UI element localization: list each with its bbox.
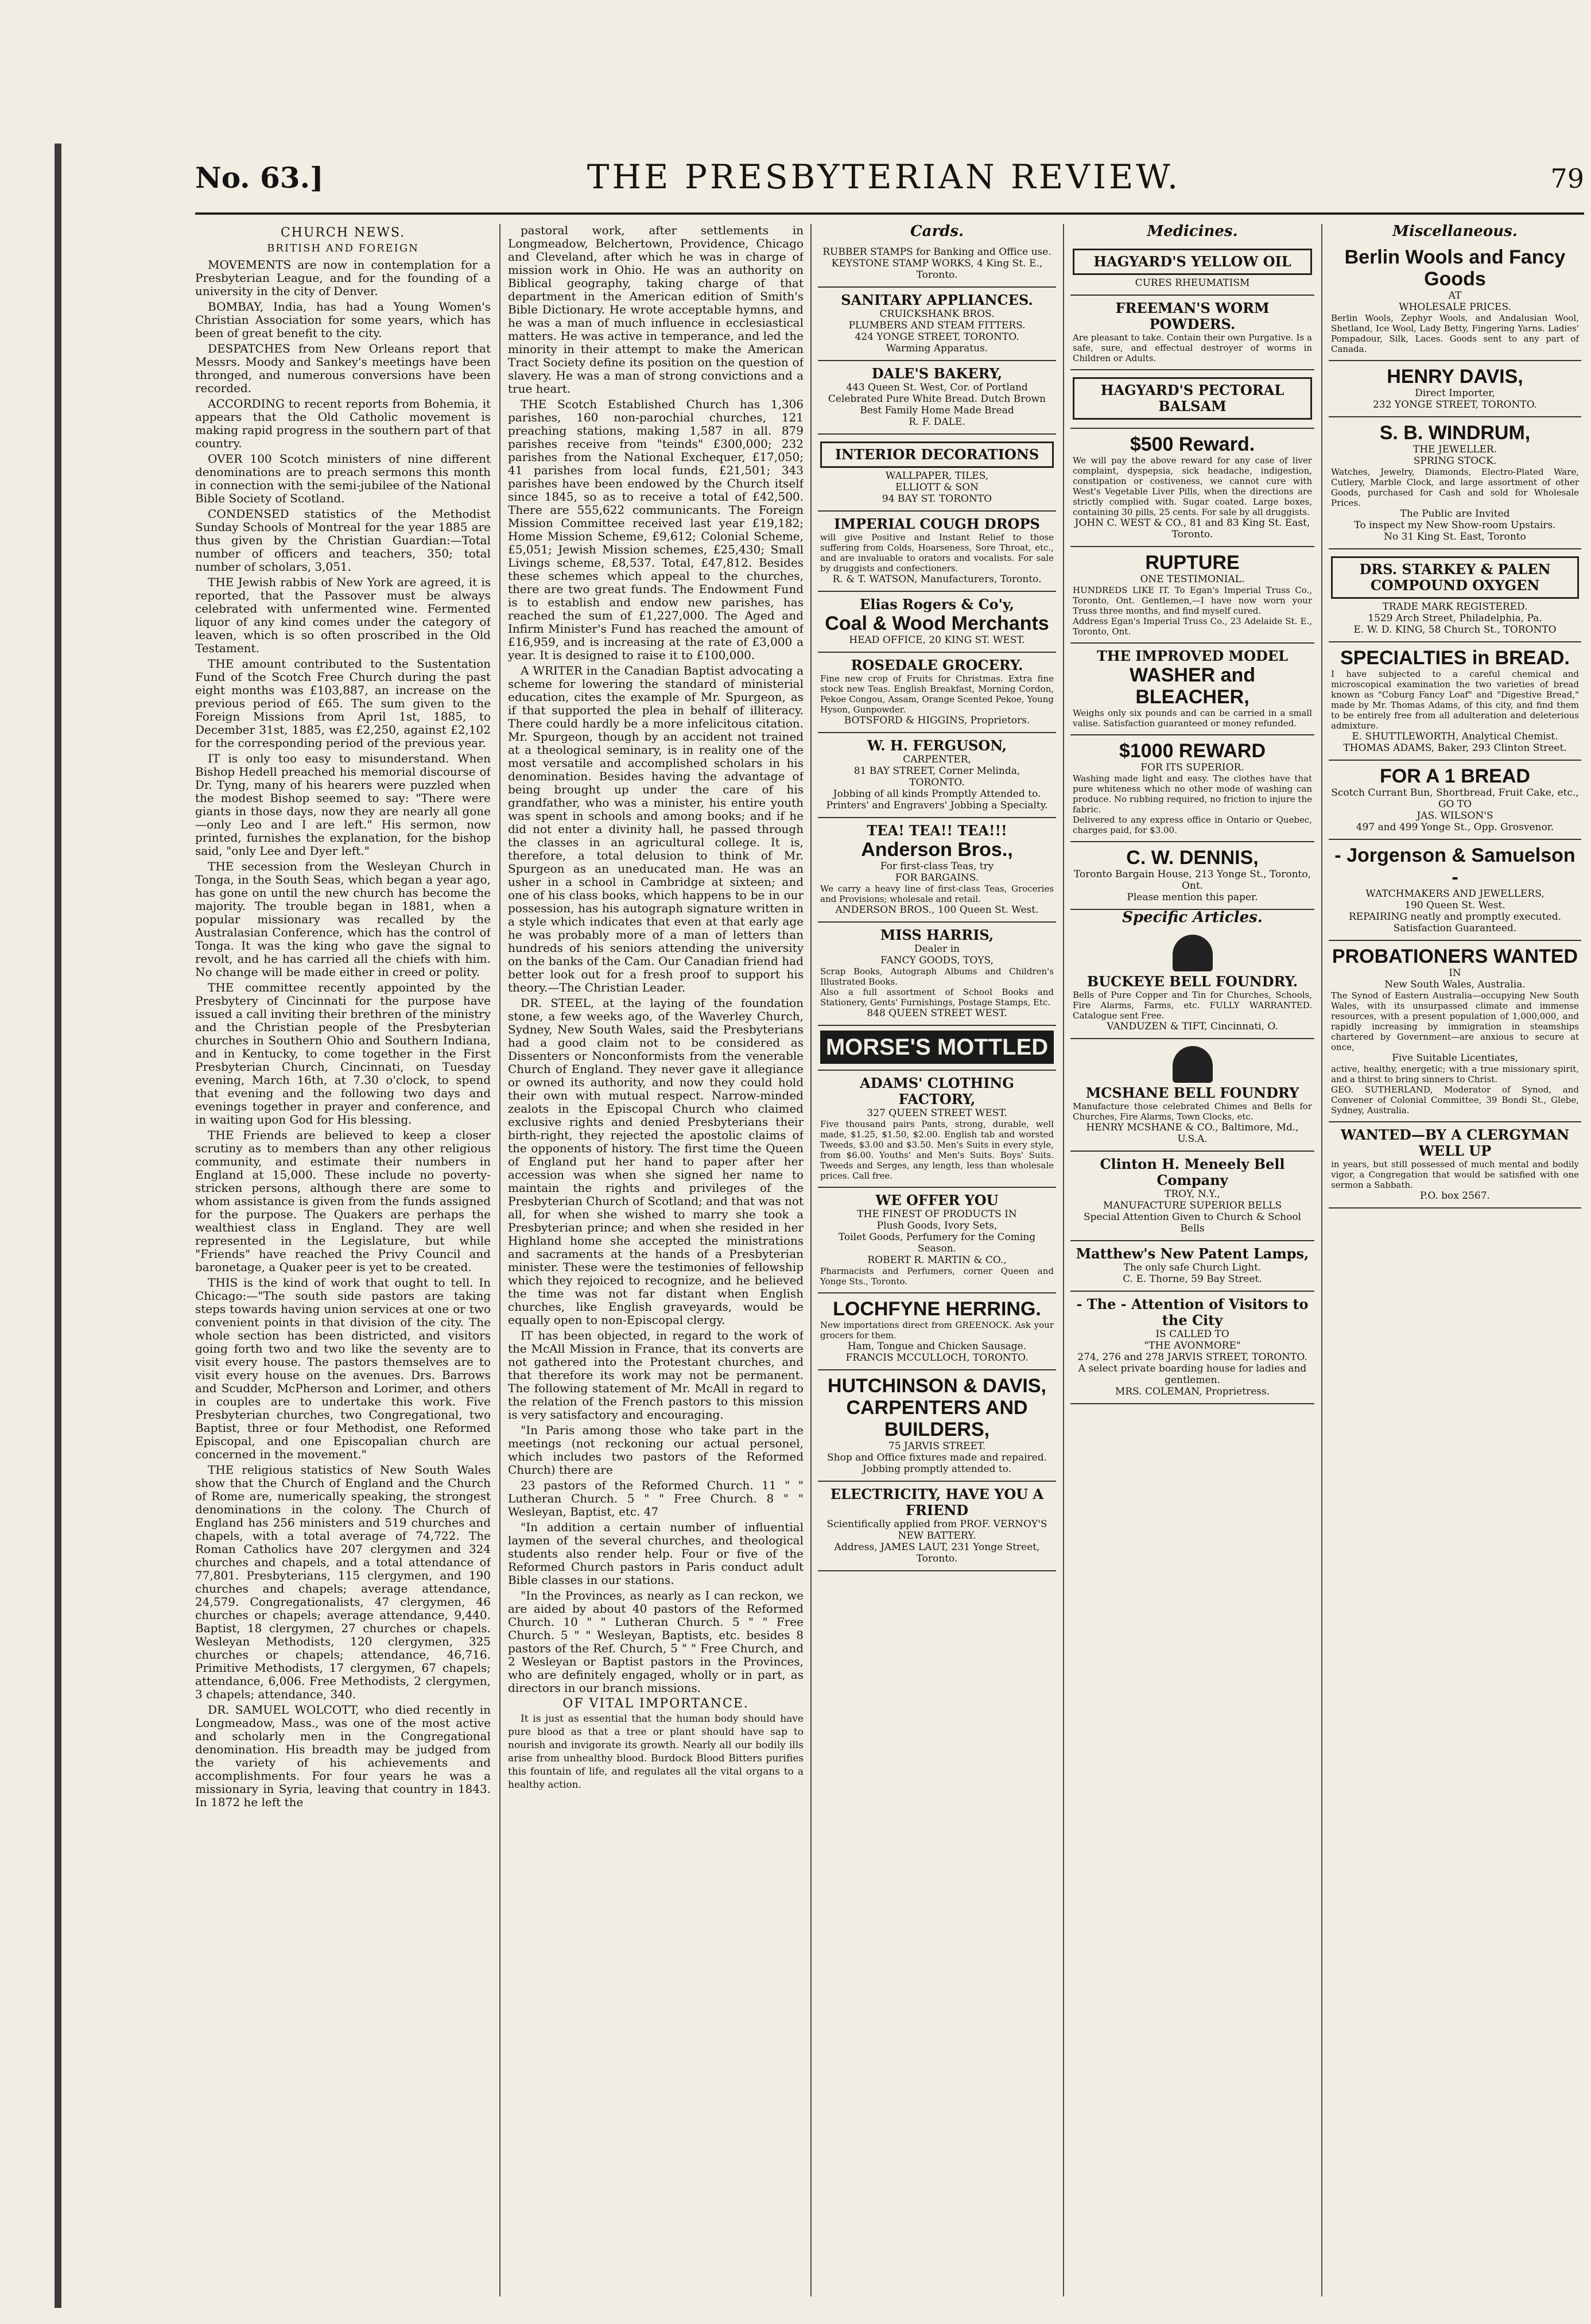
ad-line: 75 JARVIS STREET. [888, 1440, 986, 1452]
ad-line: R. F. DALE. [909, 416, 965, 428]
ad-line: 443 Queen St. West, Cor. of Portland [846, 382, 1028, 393]
ad-line: HEAD OFFICE, 20 KING ST. WEST. [849, 634, 1025, 646]
news-paragraph: A WRITER in the Canadian Baptist advocating a scheme for lowering the standard of ministerial education, cites the example of Mr. Spurgeon, as if that supported the plea in behalf of illiteracy. There could hardly be a more infelicitous citation. Mr. Spurgeon, though by an accident not trained at a theological seminary, is in reality one of the most versatile and accomplished scholars in his denomination. Besides having the advantage of being brought up under the care of his grandfather, who was a minister, his entire youth was spent in schools and among books; and if he did not enter a divinity hall, he passed through the classes in an agricultural college. It is, therefore, a total delusion to think of Mr. Spurgeon as an uneducated man. He was an usher in a school in Cambridge at sixteen; and one of his class books, which happens to be in our possession, has his autograph signature written in a style which indicates that even at that early age he was probably more of a man of letters than hundreds of his seniors attending the university on the banks of the Cam. Our Canadian friend had better look out for a fresh proof to support his theory.—The Christian Leader. [508, 664, 804, 994]
church-news-heading: CHURCH NEWS. [280, 226, 406, 240]
advertisement [1329, 941, 1581, 1122]
advertisement [1070, 735, 1314, 842]
ad-line: 81 BAY STREET, Corner Melinda, [853, 765, 1020, 777]
ad-line: The only safe Church Light. [1123, 1262, 1262, 1273]
ad-title: ROSEDALE GROCERY. [851, 657, 1023, 673]
news-paragraph: "In addition a certain number of influential laymen of the several churches, and theological students also render help. Four or five of the Reformed Church pastors in Paris conduct adult Bible classes in our stations. [508, 1520, 804, 1587]
advertisement [1329, 1122, 1581, 1209]
ad-line: FANCY GOODS, TOYS, [880, 955, 994, 966]
ad-line: 424 YONGE STREET, TORONTO. [855, 331, 1019, 343]
ad-line: WHOLESALE PRICES. [1399, 301, 1511, 313]
advertisement [818, 1026, 1056, 1071]
ad-line: GO TO [1438, 799, 1472, 810]
ad-title: INTERIOR DECORATIONS [820, 441, 1054, 468]
ad-line: Manufacture those celebrated Chimes and Bells for Churches, Fire Alarms, Town Clocks, etc. [1073, 1101, 1312, 1122]
advertisement [1070, 370, 1314, 429]
news-paragraph: DESPATCHES from New Orleans report that Messrs. Moody and Sankey's meetings have been thronged, and numerous conversions have been recorded. [195, 342, 491, 395]
ad-title: ELECTRICITY, HAVE YOU A FRIEND [830, 1486, 1044, 1519]
advertisement [1329, 642, 1581, 761]
specific-articles-heading: Specific Articles. [1122, 909, 1263, 926]
ad-line: The Public are Invited [1400, 508, 1510, 520]
ad-line: AT [1448, 290, 1462, 301]
ad-line: CRUICKSHANK BROS. [879, 308, 995, 320]
ad-line: 1529 Arch Street, Philadelphia, Pa. [1368, 613, 1542, 624]
ad-line: Shop and Office fixtures made and repaired. [826, 1452, 1047, 1463]
news-paragraph: THE Jewish rabbis of New York are agreed, it is reported, that the Passover must be always celebrated with unfermented wine. Fermented liquor of any kind comes under the category of leaven, which is so often proscribed in the Old Testament. [195, 575, 491, 655]
ad-line: SPRING STOCK. [1413, 455, 1497, 467]
ad-title: MISS HARRIS, [880, 927, 994, 943]
advertisement [1070, 928, 1314, 1039]
ad-title: MCSHANE BELL FOUNDRY [1085, 1084, 1299, 1101]
ad-line: No 31 King St. East, Toronto [1384, 531, 1526, 543]
ad-title: MORSE'S MOTTLED [820, 1031, 1054, 1064]
ad-line: Toronto Bargain House, 213 Yonge St., Toronto, Ont. [1073, 869, 1311, 892]
news-paragraph: 23 pastors of the Reformed Church. 11 " " Lutheran Church. 5 " " Free Church. 8 " " Wesleyan, Baptist, etc. 47 [508, 1478, 804, 1519]
advertisement [818, 361, 1056, 435]
ad-line: Address, JAMES LAUT, 231 Yonge Street, Toronto. [834, 1541, 1040, 1564]
news-paragraph: THE amount contributed to the Sustentation Fund of the Scotch Free Church during the past eight months was £103,887, an increase on the previous period of £65. The sum given to the Foreign Missions from April 1st, 1885, to December 31st, 1885, was £2,250, against £2,102 for the corresponding period of the previous year. [195, 657, 491, 750]
ad-line: A select private boarding house for ladies and gentlemen. [1078, 1363, 1307, 1386]
ad-line: Washing made light and easy. The clothes have that pure whiteness which no other mode of washing can produce. No rubbing required, no friction to injure the fabric. [1073, 773, 1312, 815]
advertisement [818, 242, 1056, 288]
ad-headline: HENRY DAVIS, [1387, 366, 1523, 388]
ad-line: Toilet Goods, Perfumery for the Coming Season. [838, 1231, 1036, 1254]
news-paragraph: IT has been objected, in regard to the work of the McAll Mission in France, that its converts are not gathered into the Protestant churches, and that therefore its work may not be permanent. The following statement of Mr. McAll in regard to the relation of the French pastors to this mission is very satisfactory and encouraging. [508, 1328, 804, 1421]
ad-headline: PROBATIONERS WANTED [1332, 946, 1578, 967]
advertisement [818, 1370, 1056, 1482]
medicines-heading: Medicines. [1147, 224, 1238, 240]
advertisement [1070, 1292, 1314, 1404]
ad-line: KEYSTONE STAMP WORKS, 4 King St. E., Toronto. [831, 258, 1043, 281]
church-news-column-1 [195, 224, 491, 2302]
ad-headline: FOR A 1 BREAD [1380, 765, 1530, 787]
column-rule [1321, 224, 1322, 2296]
masthead [195, 149, 1584, 215]
ad-line: Delivered to any express office in Ontario or Quebec, charges paid, for $3.00. [1073, 815, 1312, 835]
advertisement [1329, 549, 1581, 642]
ad-title: Clinton H. Meneely Bell Company [1100, 1156, 1285, 1188]
ad-line: Weighs only six pounds and can be carried in a small valise. Satisfaction guaranteed or money refunded. [1073, 708, 1312, 729]
ad-line: Celebrated Pure White Bread. Dutch Brown [828, 393, 1046, 405]
ad-headline: Coal & Wood Merchants [825, 613, 1049, 634]
ad-line: For first-class Teas, try [880, 861, 994, 872]
ad-headline: HUTCHINSON & DAVIS, CARPENTERS AND BUILDERS, [828, 1375, 1046, 1440]
advertisement [1329, 242, 1581, 361]
ad-line: active, healthy, energetic; with a true missionary spirit, and a thirst to bring sinners to Christ. [1331, 1064, 1579, 1084]
news-paragraph: BOMBAY, India, has had a Young Women's Christian Association for some years, which has been of great benefit to the city. [195, 300, 491, 340]
ad-line: New South Wales, Australia. [1384, 979, 1526, 990]
ad-headline: $500 Reward. [1130, 433, 1255, 455]
advertisement [1329, 761, 1581, 840]
ad-headline: - Jorgenson & Samuelson - [1334, 845, 1576, 888]
ad-line: IS CALLED TO [1155, 1328, 1229, 1340]
ad-title: SANITARY APPLIANCES. [841, 292, 1033, 308]
ad-line: Scrap Books, Autograph Albums and Children's Illustrated Books. [820, 966, 1054, 987]
ad-line: FRANCIS MCCULLOCH, TORONTO. [845, 1352, 1029, 1364]
cards-heading: Cards. [910, 224, 964, 240]
ad-line: ONE TESTIMONIAL. [1140, 574, 1245, 585]
ad-line: Are pleasant to take. Contain their own Purgative. Is a safe, sure, and effectual destroyer of worms in Children or Adults. [1073, 332, 1312, 363]
ad-line: VANDUZEN & TIFT, Cincinnati, O. [1107, 1021, 1278, 1032]
ad-title: Elias Rogers & Co'y, [860, 596, 1014, 613]
advertisement [818, 288, 1056, 361]
ad-line: ELLIOTT & SON [895, 482, 979, 493]
ad-line: Five thousand pairs Pants, strong, durable, well made, $1.25, $1.50, $2.00. English tab and worsted Tweeds, $3.00 and $3.50. Men's Suits in every style, from $6.00. Youths' and Men's Suits. Boys' Suits. Tweeds and Serges, any length, less than wholesale prices. Call free. [820, 1119, 1054, 1181]
news-paragraph: MOVEMENTS are now in contemplation for a Presbyterian League, and for the founding of a university in the city of Denver. [195, 258, 491, 298]
news-paragraph: ACCORDING to recent reports from Bohemia, it appears that the Old Catholic movement is making rapid progress in the southern part of that country. [195, 397, 491, 450]
advertisement [818, 512, 1056, 592]
news-paragraph: THIS is the kind of work that ought to tell. In Chicago:—"The south side pastors are taking steps towards having union services at one or two convenient points in that division of the city. The whole section has been districted, and visitors going forth two and two like the seventy are to visit every house. The pastors themselves are to visit every house on the avenues. Drs. Barrows and Scudder, McPherson and Lorimer, and others in couples are to undertake this work. Five Presbyterian churches, two Congregational, two Baptist, three or four Methodist, one Reformed Episcopal, and one Episcopalian church are concerned in the movement." [195, 1276, 491, 1461]
ad-line: Also a full assortment of School Books and Stationery, Gents' Furnishings, Postage Stamps, Etc. [820, 987, 1054, 1008]
ad-line: Warming Apparatus. [886, 343, 988, 354]
advertisement [1070, 644, 1314, 735]
ad-headline: $1000 REWARD [1119, 740, 1266, 762]
advertisement [1070, 1241, 1314, 1292]
news-paragraph: THE Friends are believed to keep a closer scrutiny as to members than any other religious community, and estimate their numbers in England at 15,000. These include no poverty-stricken persons, although there are some to whom assistance is given from the funds assigned for the purpose. The Quakers are perhaps the wealthiest class in England. They are well represented in the Legislature, but while "Friends" have reached the Privy Council and baronetage, a Quaker peer is yet to be created. [195, 1128, 491, 1274]
ad-title: HAGYARD'S YELLOW OIL [1073, 249, 1312, 275]
ad-line: MANUFACTURE SUPERIOR BELLS [1103, 1200, 1282, 1211]
news-paragraph: THE religious statistics of New South Wales show that the Church of England and the Church of Rome are, numerically speaking, the strongest denominations in the colony. The Church of England has 256 ministers and 519 churches and chapels, with a total average of 74,722. The Roman Catholics have 207 clergymen and 324 churches and chapels, and a total attendance of 77,801. Presbyterians, 115 clergymen, and 190 churches and chapels; average attendance, 24,579. Congregationalists, 47 clergymen, 46 churches or chapels; average attendance, 9,440. Baptist, 18 clergymen, 27 churches or chapels. Wesleyan Methodists, 120 clergymen, 325 churches or chapels; attendance, 46,716. Primitive Methodists, 17 clergymen, 67 chapels; attendance, 6,006. Free Methodists, 2 clergymen, 3 chapels; attendance, 340. [195, 1463, 491, 1701]
ad-line: PLUMBERS AND STEAM FITTERS. [848, 320, 1026, 331]
advertisement [818, 923, 1056, 1026]
ad-line: TRADE MARK REGISTERED. [1382, 601, 1528, 613]
news-paragraph: "In the Provinces, as nearly as I can reckon, we are aided by about 40 pastors of the Reformed Church. 10 " " Lutheran Church. 5 " " Free Church. 5 " " Wesleyan, Baptists, etc. besides 8 pastors of the Ref. Church, 5 " " Free Church, and 2 Wesleyan or Baptist pastors in the Provinces, who are definitely engaged, wholly or in part, as directors in our branch missions. [508, 1589, 804, 1695]
ad-line: Address Egan's Imperial Truss Co., 23 Adelaide St. E., Toronto, Ont. [1073, 616, 1312, 637]
ad-line: HENRY MCSHANE & CO., Baltimore, Md., U.S.A. [1086, 1122, 1299, 1145]
ad-title: THE IMPROVED MODEL [1097, 648, 1288, 664]
news-paragraph: OVER 100 Scotch ministers of nine different denominations are to preach sermons this month in connection with the semi-jubilee of the National Bible Society of Scotland. [195, 452, 491, 505]
ad-line: New importations direct from GREENOCK. Ask your grocers for them. [820, 1320, 1054, 1341]
ad-line: Jobbing promptly attended to. [862, 1463, 1012, 1475]
ad-title: - The - Attention of Visitors to the City [1076, 1296, 1309, 1328]
ad-line: Printers' and Engravers' Jobbing a Specialty. [826, 800, 1048, 811]
news-paragraph: IT is only too easy to misunderstand. When Bishop Hedell preached his memorial discourse of Dr. Tyng, many of his hearers were puzzled when the modest Bishop seemed to say: "There were giants in those days, now they are nearly all gone—only Leo and I are left." His sermon, now printed, furnishes the explanation, for the bishop said, "only Lee and Dyer left." [195, 752, 491, 858]
vital-importance-text: It is just as essential that the human body should have pure blood as that a tree or plant should have sap to nourish and invigorate its growth. Nearly all our bodily ills arise from unhealthy blood. Burdock Blood Bitters purifies this fountain of life, and regulates all the vital organs to a healthy action. [508, 1713, 804, 1791]
advertisement [1070, 1039, 1314, 1152]
ad-title: BUCKEYE BELL FOUNDRY. [1086, 973, 1298, 990]
ad-line: 232 YONGE STREET, TORONTO. [1372, 399, 1538, 410]
ad-line: JAS. WILSON'S [1417, 810, 1493, 822]
ad-title: ADAMS' CLOTHING FACTORY, [860, 1075, 1014, 1107]
advertisement [818, 1293, 1056, 1370]
ad-headline: LOCHFYNE HERRING. [833, 1298, 1041, 1320]
church-news-subheading: BRITISH AND FOREIGN [267, 242, 419, 254]
ad-line: 94 BAY ST. TORONTO [882, 493, 992, 505]
ad-line: Scientifically applied from PROF. VERNOY'S NEW BATTERY. [826, 1519, 1047, 1541]
ad-line: "THE AVONMORE" [1144, 1340, 1241, 1351]
advertisement [818, 1482, 1056, 1571]
advertisement [818, 1071, 1056, 1188]
bell-icon [1173, 935, 1213, 971]
news-paragraph: THE Scotch Established Church has 1,306 parishes, 160 non-parochial churches, 121 preaching stations, making 1,587 in all. 879 parishes receive from "teinds" £300,000; 232 parishes from the National Exchequer, £17,050; 41 parishes from local funds, £21,501; 343 parishes have been endowed by the Church itself since 1845, so as to receive a total of £42,500. There are 555,622 communicants. The Foreign Mission Committee received last year £19,182; Home Mission Scheme, £9,612; Colonial Scheme, £5,051; Jewish Mission schemes, £25,430; Small Livings scheme, £8,537. Total, £47,812. Besides these schemes which appeal to the churches, there are two great funds. The Endowment Fund is to establish and endow new parishes, has reached the sum of £1,227,000. The Aged and Infirm Minister's Fund has reached the amount of £16,959, and is increasing at the rate of £3,000 a year. It is designed to raise it to £100,000. [508, 397, 804, 662]
ad-line: Bells of Pure Copper and Tin for Churches, Schools, Fire Alarms, Farms, etc. FULLY WARRANTED. Catalogue sent Free. [1073, 990, 1312, 1021]
ad-line: THE JEWELLER. [1413, 444, 1497, 455]
advertisement [1070, 547, 1314, 644]
advertisement [1070, 429, 1314, 547]
news-paragraph: "In Paris among those who take part in the meetings (not reckoning our actual personel, which includes two pastors of the Reformed Church) there are [508, 1423, 804, 1477]
column-rule [1063, 224, 1064, 2296]
ad-line: E. SHUTTLEWORTH, Analytical Chemist. [1352, 731, 1558, 742]
ad-line: Fine new crop of Fruits for Christmas. Extra fine stock new Teas. English Breakfast, Morning Cordon, Pekoe Congou, Assam, Orange Scented Pekoe, Young Hyson, Gunpowder. [820, 673, 1054, 715]
ad-line: MRS. COLEMAN, Proprietress. [1115, 1386, 1270, 1397]
ad-title: DRS. STARKEY & PALEN COMPOUND OXYGEN [1331, 556, 1579, 599]
ad-line: C. E. Thorne, 59 Bay Street. [1123, 1273, 1262, 1285]
ad-line: Five Suitable Licentiates, [1392, 1052, 1518, 1064]
medicines-column [1070, 224, 1314, 2302]
ad-title: WANTED—BY A CLERGYMAN WELL UP [1340, 1126, 1570, 1159]
ad-line: We will pay the above reward for any case of liver complaint, dyspepsia, sick headache, indigestion, constipation or costiveness, we cannot cure with West's Vegetable Liver Pills, when the directions are strictly complied with. Sugar coated. Large boxes, containing 30 pills, 25 cents. For sale by all druggists. [1073, 455, 1312, 517]
ad-line: Berlin Wools, Zephyr Wools, and Andalusian Wool, Shetland, Ice Wool, Lady Betty, Fingering Yarns. Ladies' Pompadour, Silk, Laces. Goods sent to any part of Canada. [1331, 313, 1579, 354]
ad-line: Please mention this paper. [1127, 892, 1258, 903]
ad-headline: Anderson Bros., [861, 839, 1013, 861]
ad-line: We carry a heavy line of first-class Teas, Groceries and Provisions; wholesale and retail. [820, 884, 1054, 904]
ad-line: Satisfaction Guaranteed. [1393, 923, 1517, 934]
ad-line: ANDERSON BROS., 100 Queen St. West. [835, 904, 1039, 916]
advertisement [1070, 242, 1314, 296]
ad-line: TROY, N.Y., [1165, 1188, 1220, 1200]
ad-title: IMPERIAL COUGH DROPS [834, 516, 1040, 532]
ad-line: CURES RHEUMATISM [1135, 277, 1250, 289]
ad-title: FREEMAN'S WORM POWDERS. [1115, 300, 1270, 332]
miscellaneous-heading: Miscellaneous. [1392, 224, 1518, 240]
bell-icon [1173, 1046, 1213, 1083]
ad-line: I have subjected to a careful chemical and microscopical examination the two varieties of bread known as "Coburg Fancy Loaf" and "Digestive Bread," made by Mr. Thomas Adams, of this city, and find them to be entirely free from all adulteration and deleterious admixture. [1331, 669, 1579, 731]
ad-line: Pharmacists and Perfumers, corner Queen and Yonge Sts., Toronto. [820, 1266, 1054, 1287]
ad-line: Dealer in [914, 943, 960, 955]
ad-line: P.O. box 2567. [1420, 1190, 1490, 1202]
ad-line: WALLPAPER, TILES, [885, 470, 989, 482]
ad-line: 274, 276 and 278 JARVIS STREET, TORONTO. [1077, 1351, 1307, 1363]
ad-line: in years, but still possessed of much mental and bodily vigor, a Congregation that would be satisfied with one sermon a Sabbath. [1331, 1159, 1579, 1190]
ad-line: BOTSFORD & HIGGINS, Proprietors. [844, 715, 1030, 726]
ad-line: Best Family Home Made Bread [860, 405, 1014, 416]
vital-importance-heading: OF VITAL IMPORTANCE. [562, 1696, 749, 1711]
ad-line: 497 and 499 Yonge St., Opp. Grosvenor. [1356, 822, 1554, 833]
ad-line: Watches, Jewelry, Diamonds, Electro-Plated Ware, Cutlery, Marble Clock, and large assortment of other Goods, purchased for Cash and sold for Wholesale Prices. [1331, 467, 1579, 508]
ad-line: THOMAS ADAMS, Baker, 293 Clinton Street. [1343, 742, 1567, 754]
issue-number: No. 63.] [195, 161, 324, 195]
ad-title: Matthew's New Patent Lamps, [1076, 1245, 1309, 1262]
ad-title: WE OFFER YOU [875, 1192, 999, 1209]
ad-line: will give Positive and Instant Relief to those suffering from Colds, Hoarseness, Sore Throat, etc., and are invaluable to orators and vocalists. For sale by druggists and confectioners. [820, 532, 1054, 574]
ad-line: 190 Queen St. West. [1404, 900, 1505, 911]
ad-line: Special Attention Given to Church & School Bells [1084, 1211, 1301, 1234]
advertisement [818, 1188, 1056, 1293]
miscellaneous-column [1329, 224, 1581, 2302]
ad-title: W. H. FERGUSON, [867, 737, 1007, 754]
ad-line: To inspect my New Show-room Upstairs. [1354, 520, 1556, 531]
ad-line: FOR BARGAINS. [895, 872, 979, 884]
news-paragraph: THE committee recently appointed by the Presbytery of Cincinnati for the purpose have issued a call inviting their brethren of the ministry and the Christian people of the Presbyterian churches in Southern Ohio and Southern Indiana, and in Kentucky, to come together in the First Presbyterian Church, Cincinnati, on Tuesday evening, March 16th, at 7.30 o'clock, to spend that evening and the following two days and evenings together in prayer and conference, and in waiting upon God for His blessing. [195, 981, 491, 1126]
ad-title: DALE'S BAKERY, [871, 365, 1003, 382]
advertisement [1070, 296, 1314, 370]
ad-line: TORONTO. [909, 777, 965, 788]
advertisement [818, 653, 1056, 733]
advertisement [1329, 840, 1581, 941]
advertisement [818, 435, 1056, 512]
cards-column [818, 224, 1056, 2302]
ad-title: TEA! TEA!! TEA!!! [867, 822, 1007, 839]
ad-line: ROBERT R. MARTIN & CO., [867, 1254, 1007, 1266]
ad-line: Plush Goods, Ivory Sets, [876, 1220, 998, 1231]
ad-line: WATCHMAKERS AND JEWELLERS, [1365, 888, 1545, 900]
advertisement [818, 733, 1056, 818]
advertisement [1070, 842, 1314, 910]
ad-line: Scotch Currant Bun, Shortbread, Fruit Cake, etc., [1331, 787, 1579, 799]
publication-title: THE PRESBYTERIAN REVIEW. [587, 157, 1181, 196]
news-paragraph: pastoral work, after settlements in Longmeadow, Belchertown, Providence, Chicago and Cleveland, after which he was in charge of mission work in Ohio. He was an authority on Biblical geography, taking charge of that department in the American edition of Smith's Bible Dictionary. He wrote acceptable hymns, and he was a man of much influence in ecclesiastical matters. He was active in temperance, and led the minority in their attempt to make the American Tract Society define its position on the question of slavery. He was a man of strong convictions and a true heart. [508, 224, 804, 396]
advertisement [1329, 417, 1581, 549]
church-news-column-2 [508, 224, 804, 2302]
ad-line: 327 QUEEN STREET WEST. [867, 1107, 1007, 1119]
ad-headline: WASHER and BLEACHER, [1129, 664, 1256, 708]
ad-line: E. W. D. KING, 58 Church St., TORONTO [1353, 624, 1557, 636]
news-paragraph: CONDENSED statistics of the Methodist Sunday Schools of Montreal for the year 1885 are thus given by the Christian Guardian:—Total number of officers and teachers, 350; total number of scholars, 3,051. [195, 507, 491, 574]
ad-line: CARPENTER, [903, 754, 971, 765]
ad-title: HAGYARD'S PECTORAL BALSAM [1073, 377, 1312, 420]
ad-line: The Synod of Eastern Australia—occupying New South Wales, with its unsurpassed climate and immense resources, with a present population of 1,000,000, and rapidly increasing by immigration in steamships chartered by Government—are anxious to secure at once, [1331, 990, 1579, 1052]
ad-line: Jobbing of all kinds Promptly Attended to. [833, 788, 1041, 800]
ad-line: REPAIRING neatly and promptly executed. [1348, 911, 1562, 923]
news-paragraph: DR. SAMUEL WOLCOTT, who died recently in Longmeadow, Mass., was one of the most active and scholarly men in the Congregational denomination. His breadth may be judged from the variety of his achievements and accomplishments. For four years he was a missionary in Syria, leaving that country in 1843. In 1872 he left the [195, 1703, 491, 1809]
page-number: 79 [1550, 163, 1584, 194]
news-paragraph: DR. STEEL, at the laying of the foundation stone, a few weeks ago, of the Waverley Church, Sydney, New South Wales, said the Presbyterians had a good claim not to be considered as Dissenters or Nonconformists from the venerable Church of England. They never gave it allegiance or owned its authority, and now they could hold their own with mutual respect. Narrow-minded zealots in the Episcopal Church who claimed exclusive rights and denied Presbyterians their birth-right, they rejected the apostolic claims of the opponents of history. The first time the Queen of England put her hand to paper after her accession was when she signed her name to maintain the rights and privileges of the Presbyterian Church of Scotland; and that was not all, for when she wished to marry she took a Presbyterian prince; and when she resided in her Highland home she accepted the ministrations and sacraments at the hands of a Presbyterian minister. These were the testimonies of fellowship which they rejoiced to recognize, and he believed the time was not far distant when English churches, like English graveyards, would be equally open to non-Episcopal clergy. [508, 996, 804, 1327]
ad-headline: SPECIALTIES in BREAD. [1340, 647, 1570, 669]
ad-headline: RUPTURE [1145, 552, 1240, 574]
ad-line: FOR ITS SUPERIOR. [1140, 762, 1244, 773]
column-rule [810, 224, 812, 2296]
ad-line: JOHN C. WEST & CO., 81 and 83 King St. East, Toronto. [1074, 517, 1310, 540]
advertisement [818, 592, 1056, 653]
binding-margin-line [55, 144, 61, 2308]
advertisement [1329, 361, 1581, 417]
ad-line: IN [1449, 967, 1461, 979]
ad-line: 848 QUEEN STREET WEST. [867, 1008, 1007, 1019]
ad-line: RUBBER STAMPS for Banking and Office use. [822, 246, 1051, 258]
ad-line: GEO. SUTHERLAND, Moderator of Synod, and Convener of Colonial Committee, 39 Bondi St., Glebe, Sydney, Australia. [1331, 1084, 1579, 1115]
news-paragraph: THE secession from the Wesleyan Church in Tonga, in the South Seas, which began a year ago, has gone on until the new church has become the majority. The trouble began in 1881, when a popular missionary was recalled by the Australasian Conference, which has the control of Tonga. It was the king who gave the signal to revolt, and he has carried all the chiefs with him. No change will be made either in creed or polity. [195, 859, 491, 979]
ad-line: R. & T. WATSON, Manufacturers, Toronto. [832, 574, 1042, 585]
advertisement [818, 818, 1056, 923]
ad-headline: C. W. DENNIS, [1126, 847, 1259, 869]
ad-line: HUNDREDS LIKE IT. To Egan's Imperial Truss Co., Toronto, Ont. Gentlemen,—I have now worn your Truss three months, and find myself cured. [1073, 585, 1312, 616]
ad-headline: S. B. WINDRUM, [1379, 422, 1531, 444]
ad-line: THE FINEST OF PRODUCTS IN [857, 1209, 1017, 1220]
advertisement [1070, 1152, 1314, 1241]
ad-headline: Berlin Wools and Fancy Goods [1344, 246, 1566, 290]
column-rule [499, 224, 500, 2296]
ad-line: Direct Importer, [1415, 388, 1495, 399]
ad-line: Ham, Tongue and Chicken Sausage. [847, 1341, 1027, 1352]
